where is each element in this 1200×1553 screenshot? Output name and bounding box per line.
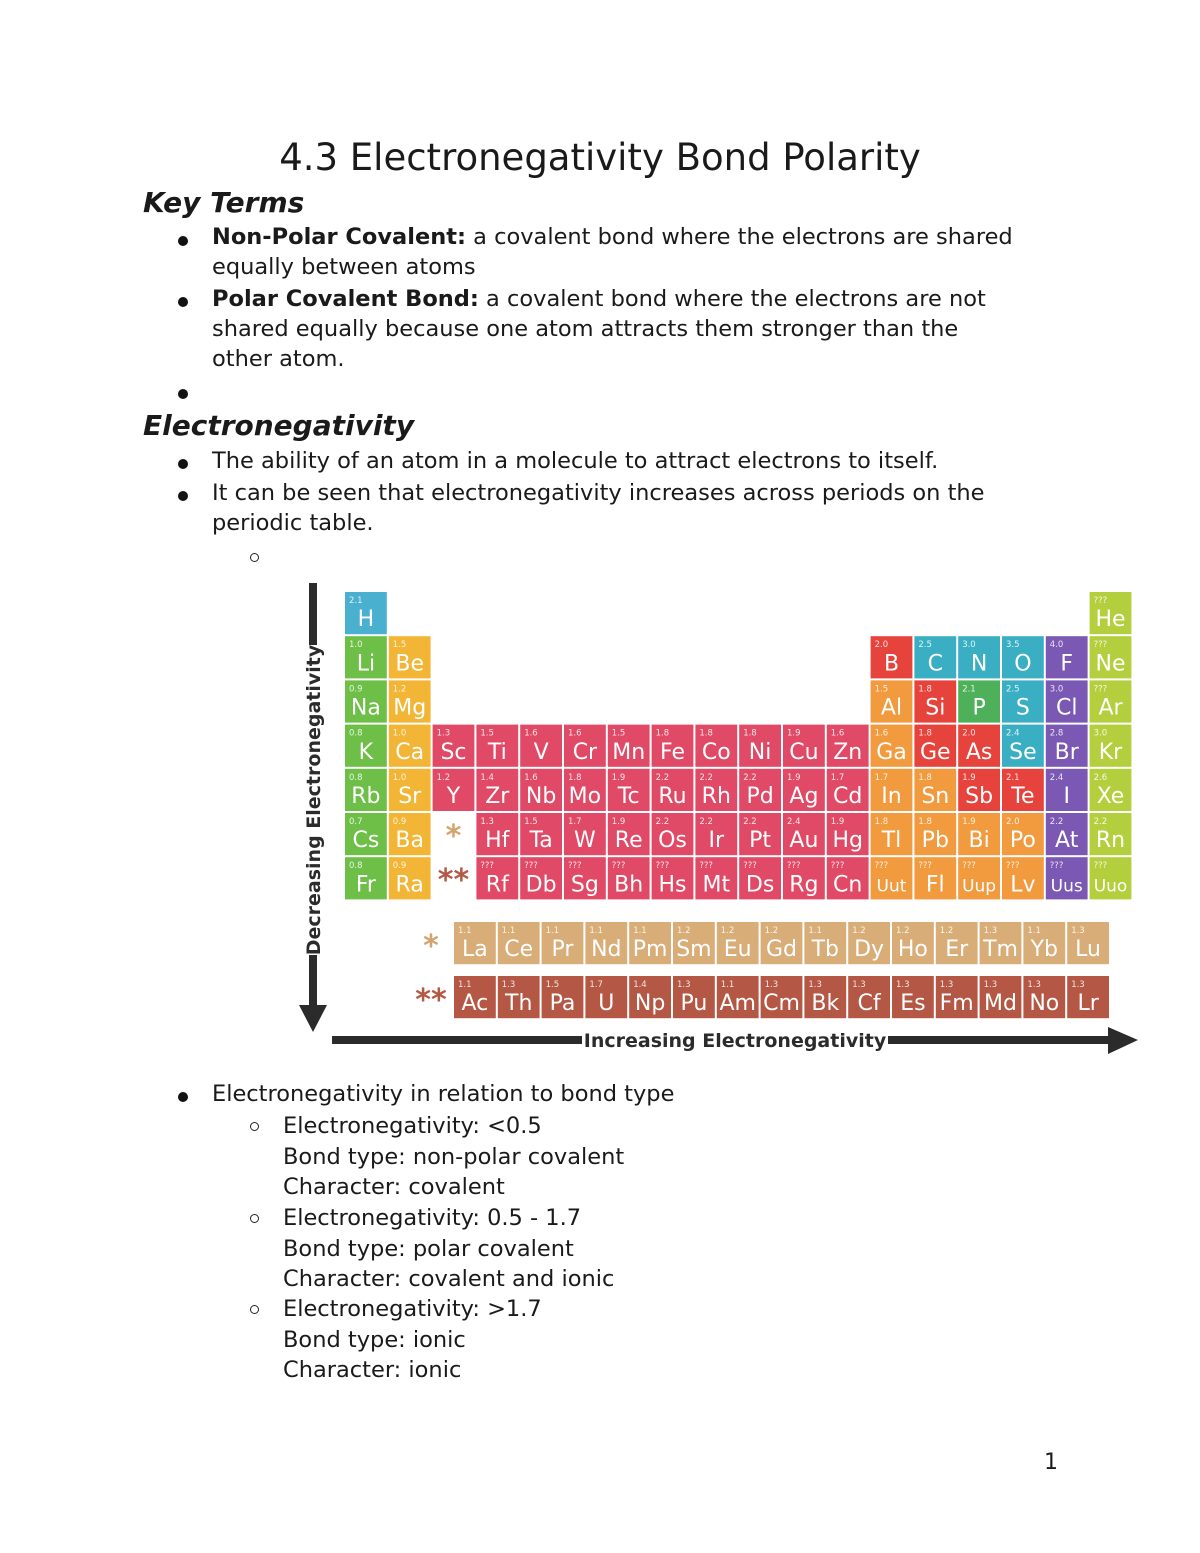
- element-tile-p-symbol: P: [972, 695, 986, 721]
- element-tile-fl-symbol: Fl: [925, 872, 945, 898]
- lanthanide-tile-dy-symbol: Dy: [854, 937, 885, 963]
- lanthanide-tile-ce-en-value: 1.1: [501, 926, 516, 936]
- element-tile-hg-symbol: Hg: [832, 828, 863, 854]
- key-terms-heading: Key Terms: [143, 186, 305, 219]
- element-tile-v-symbol: V: [533, 739, 549, 765]
- element-tile-cr-en-value: 1.6: [568, 728, 582, 739]
- element-tile-al-symbol: Al: [880, 695, 903, 721]
- element-tile-na-en-value: 0.9: [349, 684, 363, 695]
- lanthanide-tile-tm-symbol: Tm: [983, 937, 1018, 963]
- element-tile-xe-en-value: 2.6: [1093, 772, 1108, 783]
- element-tile-hg-en-value: 1.9: [830, 817, 845, 827]
- element-tile-po-symbol: Po: [1009, 828, 1036, 854]
- bond-type: Bond type: ionic: [283, 1326, 466, 1353]
- element-tile-ga-en-value: 1.6: [874, 728, 889, 739]
- element-tile-as-en-value: 2.0: [962, 728, 976, 739]
- element-tile-ba-en-value: 0.9: [392, 817, 407, 827]
- element-tile-ag-en-value: 1.9: [787, 772, 801, 783]
- element-tile-ta-symbol: Ta: [529, 828, 553, 854]
- element-tile-ra-symbol: Ra: [395, 872, 424, 898]
- element-tile-au-en-value: 2.4: [787, 817, 801, 827]
- lanthanide-tile-sm-symbol: Sm: [676, 937, 712, 963]
- actinide-tile-cf-symbol: Cf: [857, 991, 881, 1017]
- en-range: Electronegativity: 0.5 - 1.7: [283, 1205, 582, 1231]
- element-tile-s-en-value: 2.5: [1006, 684, 1020, 695]
- actinide-tile-th-en-value: 1.3: [501, 980, 516, 990]
- element-tile-uus-symbol: Uus: [1050, 876, 1083, 897]
- actinide-tile-fm-en-value: 1.3: [939, 980, 954, 990]
- lanthanide-tile-nd-symbol: Nd: [591, 937, 622, 963]
- actinide-tile-cm-symbol: Cm: [763, 991, 800, 1017]
- actinide-tile-cm-en-value: 1.3: [764, 980, 779, 990]
- actinide-row-marker: **: [415, 983, 447, 1018]
- element-tile-co-symbol: Co: [701, 739, 731, 765]
- element-tile-ti-en-value: 1.5: [480, 728, 494, 739]
- actinide-tile-md-en-value: 1.3: [983, 980, 998, 990]
- sub-bullet-circle: [250, 1122, 259, 1131]
- element-tile-ne-symbol: Ne: [1095, 651, 1126, 677]
- actinide-tile-md-symbol: Md: [984, 991, 1017, 1017]
- page-number: 1: [1044, 1450, 1058, 1475]
- element-tile-rn-en-value: 2.2: [1093, 817, 1108, 827]
- element-tile-ba-symbol: Ba: [395, 828, 424, 854]
- element-tile-ag-symbol: Ag: [789, 784, 819, 809]
- element-tile-rg-en-value: ???: [787, 861, 801, 872]
- element-tile-au-symbol: Au: [789, 828, 819, 854]
- element-tile-uut-symbol: Uut: [876, 876, 907, 897]
- element-tile-sr-symbol: Sr: [398, 784, 422, 809]
- lanthanide-tile-pr-en-value: 1.1: [545, 926, 560, 936]
- element-tile-in-en-value: 1.7: [874, 772, 889, 783]
- element-tile-se-en-value: 2.4: [1006, 728, 1020, 739]
- element-tile-hf-en-value: 1.3: [480, 817, 494, 827]
- actinide-tile-pa-en-value: 1.5: [545, 980, 560, 990]
- lanthanide-tile-pr-symbol: Pr: [551, 937, 574, 963]
- bond-type-intro-text: Electronegativity in relation to bond type: [212, 1081, 675, 1107]
- element-tile-b-symbol: B: [883, 651, 900, 677]
- element-tile-w-en-value: 1.7: [568, 817, 582, 827]
- element-tile-uuo-en-value: ???: [1093, 861, 1108, 872]
- element-tile-k-symbol: K: [358, 739, 374, 765]
- element-tile-re-en-value: 1.9: [611, 817, 626, 827]
- element-tile-si-symbol: Si: [925, 695, 946, 721]
- page-title: 4.3 Electronegativity Bond Polarity: [279, 136, 921, 179]
- element-tile-mo-en-value: 1.8: [568, 772, 582, 783]
- element-tile-se-symbol: Se: [1009, 739, 1037, 765]
- actinide-tile-no-en-value: 1.3: [1027, 980, 1041, 990]
- element-tile-lv-en-value: ???: [1006, 861, 1020, 872]
- element-tile-c-en-value: 2.5: [918, 640, 932, 651]
- term-label: Non-Polar Covalent:: [212, 224, 466, 250]
- element-tile-cn-symbol: Cn: [833, 872, 863, 898]
- element-tile-zr-symbol: Zr: [485, 784, 510, 809]
- element-tile-rb-en-value: 0.8: [349, 772, 363, 783]
- element-tile-be-en-value: 1.5: [392, 640, 407, 651]
- lanthanide-tile-eu-en-value: 1.2: [720, 926, 735, 936]
- actinide-tile-u-en-value: 1.7: [589, 980, 603, 990]
- lanthanide-tile-la-en-value: 1.1: [458, 926, 472, 936]
- element-tile-uup-en-value: ???: [962, 861, 976, 872]
- element-tile-sn-symbol: Sn: [921, 784, 950, 809]
- element-tile-ge-symbol: Ge: [920, 739, 951, 765]
- element-tile-rg-symbol: Rg: [789, 872, 819, 898]
- element-tile-si-en-value: 1.8: [918, 684, 932, 695]
- actinide-tile-es-symbol: Es: [900, 991, 926, 1017]
- element-tile-sb-symbol: Sb: [965, 784, 994, 809]
- lanthanide-tile-gd-en-value: 1.2: [764, 926, 779, 936]
- element-tile-sc-en-value: 1.3: [436, 728, 451, 739]
- element-tile-rh-en-value: 2.2: [699, 772, 713, 783]
- term-definition-cont: other atom.: [212, 346, 345, 372]
- element-tile-uuo-symbol: Uuo: [1093, 876, 1128, 897]
- element-tile-uup-symbol: Uup: [962, 876, 997, 897]
- element-tile-hs-en-value: ???: [655, 861, 670, 872]
- element-tile-ge-en-value: 1.8: [918, 728, 932, 739]
- element-tile-o-en-value: 3.5: [1006, 640, 1020, 651]
- element-tile-po-en-value: 2.0: [1006, 817, 1020, 827]
- lanthanide-tile-gd-symbol: Gd: [765, 937, 798, 963]
- element-tile-xe-symbol: Xe: [1096, 784, 1125, 809]
- element-tile-na-symbol: Na: [350, 695, 381, 721]
- element-tile-cl-symbol: Cl: [1055, 695, 1078, 721]
- element-tile-nb-symbol: Nb: [525, 784, 557, 809]
- element-tile-ca-en-value: 1.0: [392, 728, 407, 739]
- element-tile-rb-symbol: Rb: [351, 784, 381, 809]
- vertical-axis-label: Decreasing Electronegativity: [303, 644, 325, 956]
- element-tile-ds-en-value: ???: [743, 861, 757, 872]
- element-tile-pb-symbol: Pb: [921, 828, 949, 854]
- element-tile-sn-en-value: 1.8: [918, 772, 932, 783]
- element-tile-os-symbol: Os: [658, 828, 687, 854]
- element-tile-pt-symbol: Pt: [749, 828, 772, 854]
- element-tile-ru-symbol: Ru: [658, 784, 687, 809]
- element-tile-ds-symbol: Ds: [745, 872, 775, 898]
- term-definition: a covalent bond where the electrons are not: [478, 286, 986, 312]
- element-tile-br-en-value: 2.8: [1049, 728, 1064, 739]
- term-definition-cont: shared equally because one atom attracts them stronger than the: [212, 316, 959, 342]
- vertical-arrow-top-bar: [309, 583, 317, 645]
- element-tile-s-symbol: S: [1015, 695, 1030, 721]
- actinide-tile-np-symbol: Np: [634, 991, 666, 1017]
- bond-character: Character: covalent and ionic: [283, 1266, 615, 1292]
- element-tile-bh-en-value: ???: [611, 861, 626, 872]
- lanthanide-tile-lu-symbol: Lu: [1075, 937, 1102, 963]
- element-tile-os-en-value: 2.2: [655, 817, 670, 827]
- actinide-tile-pa-symbol: Pa: [549, 991, 576, 1017]
- horizontal-arrow-left-bar: [332, 1036, 582, 1044]
- element-tile-uus-en-value: ???: [1049, 861, 1064, 872]
- element-tile-hs-symbol: Hs: [658, 872, 687, 898]
- element-tile-mn-en-value: 1.5: [611, 728, 626, 739]
- lanthanide-tile-eu-symbol: Eu: [723, 937, 752, 963]
- bond-type: Bond type: non-polar covalent: [283, 1143, 625, 1170]
- element-tile-fe-en-value: 1.8: [655, 728, 670, 739]
- element-tile-h-en-value: 2.1: [349, 596, 363, 606]
- actinide-tile-ac-symbol: Ac: [461, 991, 489, 1017]
- actinide-tile-bk-en-value: 1.3: [808, 980, 822, 990]
- element-tile-ar-symbol: Ar: [1098, 695, 1123, 721]
- en-trend-text-cont: periodic table.: [212, 510, 374, 536]
- element-tile-mg-en-value: 1.2: [392, 684, 407, 695]
- element-tile-mg-symbol: Mg: [393, 695, 427, 721]
- element-tile-w-symbol: W: [574, 828, 596, 854]
- bond-character: Character: covalent: [283, 1174, 505, 1200]
- element-tile-sc-symbol: Sc: [440, 739, 467, 765]
- element-tile-pd-symbol: Pd: [746, 784, 774, 809]
- lanthanide-marker: *: [445, 819, 462, 854]
- element-tile-db-symbol: Db: [525, 872, 557, 898]
- element-tile-k-en-value: 0.8: [349, 728, 363, 739]
- term-label: Polar Covalent Bond:: [212, 286, 479, 312]
- element-tile-bh-symbol: Bh: [614, 872, 644, 898]
- element-tile-pb-en-value: 1.8: [918, 817, 932, 827]
- actinide-tile-u-symbol: U: [598, 991, 615, 1017]
- element-tile-tl-en-value: 1.8: [874, 817, 889, 827]
- lanthanide-tile-tm-en-value: 1.3: [983, 926, 998, 936]
- element-tile-sg-symbol: Sg: [570, 872, 599, 898]
- element-tile-sb-en-value: 1.9: [962, 772, 976, 783]
- en-definition-text: The ability of an atom in a molecule to attract electrons to itself.: [212, 448, 939, 474]
- en-range: Electronegativity: >1.7: [283, 1296, 542, 1322]
- element-tile-be-symbol: Be: [395, 651, 425, 677]
- bond-character: Character: ionic: [283, 1357, 462, 1383]
- lanthanide-tile-pm-symbol: Pm: [632, 937, 668, 963]
- lanthanide-row-marker: *: [423, 929, 439, 964]
- element-tile-cu-en-value: 1.9: [787, 728, 801, 739]
- element-tile-zn-en-value: 1.6: [830, 728, 845, 739]
- element-tile-fr-en-value: 0.8: [349, 861, 363, 872]
- actinide-tile-am-symbol: Am: [719, 991, 756, 1017]
- element-tile-br-symbol: Br: [1054, 739, 1079, 765]
- element-tile-c-symbol: C: [927, 651, 943, 677]
- element-tile-cn-en-value: ???: [830, 861, 845, 872]
- lanthanide-tile-tb-en-value: 1.1: [808, 926, 822, 936]
- horizontal-axis-label: Increasing Electronegativity: [583, 1030, 887, 1052]
- element-tile-f-en-value: 4.0: [1049, 640, 1064, 651]
- actinide-tile-no-symbol: No: [1029, 991, 1060, 1017]
- element-tile-mt-symbol: Mt: [702, 872, 731, 898]
- actinide-tile-es-en-value: 1.3: [896, 980, 910, 990]
- bond-range-high: [283, 1294, 542, 1386]
- term-definition-cont: equally between atoms: [212, 254, 476, 280]
- element-tile-li-symbol: Li: [356, 651, 376, 677]
- element-tile-zr-en-value: 1.4: [480, 772, 494, 783]
- element-tile-cd-en-value: 1.7: [830, 772, 845, 783]
- lanthanide-tile-nd-en-value: 1.1: [589, 926, 603, 936]
- lanthanide-tile-pm-en-value: 1.1: [633, 926, 647, 936]
- element-tile-sr-en-value: 1.0: [392, 772, 407, 783]
- element-tile-te-symbol: Te: [1011, 784, 1035, 809]
- element-tile-ar-en-value: ???: [1093, 684, 1108, 695]
- actinide-tile-cf-en-value: 1.3: [852, 980, 866, 990]
- element-tile-db-en-value: ???: [524, 861, 538, 872]
- actinide-tile-th-symbol: Th: [505, 991, 533, 1017]
- element-tile-ni-symbol: Ni: [748, 739, 772, 765]
- lanthanide-tile-tb-symbol: Tb: [811, 937, 840, 963]
- actinide-tile-lr-en-value: 1.3: [1071, 980, 1085, 990]
- element-tile-he-symbol: He: [1095, 607, 1126, 633]
- element-tile-cu-symbol: Cu: [789, 739, 819, 765]
- element-tile-cr-symbol: Cr: [572, 739, 598, 765]
- element-tile-o-symbol: O: [1014, 651, 1032, 677]
- element-tile-i-en-value: 2.4: [1049, 772, 1064, 783]
- element-tile-tc-symbol: Tc: [617, 784, 640, 809]
- element-tile-te-en-value: 2.1: [1006, 772, 1020, 783]
- lanthanide-tile-lu-en-value: 1.3: [1071, 926, 1085, 936]
- en-range: Electronegativity: <0.5: [283, 1113, 542, 1139]
- element-tile-fe-symbol: Fe: [660, 739, 685, 765]
- element-tile-n-symbol: N: [970, 651, 988, 677]
- element-tile-at-symbol: At: [1055, 828, 1079, 854]
- element-tile-mo-symbol: Mo: [568, 784, 602, 809]
- lanthanide-tile-la-symbol: La: [462, 937, 488, 963]
- element-tile-ni-en-value: 1.8: [743, 728, 757, 739]
- element-tile-v-en-value: 1.6: [524, 728, 538, 739]
- element-tile-mn-symbol: Mn: [612, 739, 646, 765]
- en-trend-text: It can be seen that electronegativity increases across periods on the: [212, 480, 985, 506]
- element-tile-i-symbol: I: [1063, 784, 1070, 809]
- element-tile-b-en-value: 2.0: [874, 640, 889, 651]
- element-tile-cl-en-value: 3.0: [1049, 684, 1064, 695]
- element-tile-fr-symbol: Fr: [355, 872, 376, 898]
- lanthanide-tile-ce-symbol: Ce: [504, 937, 534, 963]
- sub-bullet-circle: [250, 1214, 259, 1223]
- horizontal-arrow-right-bar: [888, 1036, 1110, 1044]
- bullet-dot: [178, 1092, 188, 1102]
- element-tile-tl-symbol: Tl: [881, 828, 902, 854]
- element-tile-re-symbol: Re: [614, 828, 643, 854]
- vertical-arrow-head: [299, 1005, 327, 1032]
- element-tile-pt-en-value: 2.2: [743, 817, 757, 827]
- lanthanide-tile-ho-en-value: 1.2: [896, 926, 910, 936]
- electronegativity-heading: Electronegativity: [143, 409, 415, 442]
- element-tile-zn-symbol: Zn: [833, 739, 863, 765]
- element-tile-ne-en-value: ???: [1093, 640, 1108, 651]
- element-tile-al-en-value: 1.5: [874, 684, 889, 695]
- element-tile-rn-symbol: Rn: [1095, 828, 1126, 854]
- element-tile-as-symbol: As: [965, 739, 993, 765]
- element-tile-kr-symbol: Kr: [1098, 739, 1123, 765]
- element-tile-in-symbol: In: [881, 784, 902, 809]
- actinide-tile-ac-en-value: 1.1: [458, 980, 472, 990]
- element-tile-hf-symbol: Hf: [485, 828, 510, 854]
- element-tile-bi-symbol: Bi: [968, 828, 990, 854]
- element-tile-kr-en-value: 3.0: [1093, 728, 1108, 739]
- element-tile-p-en-value: 2.1: [962, 684, 976, 695]
- element-tile-cs-symbol: Cs: [352, 828, 380, 854]
- actinide-tile-fm-symbol: Fm: [939, 991, 974, 1017]
- element-tile-ir-symbol: Ir: [708, 828, 725, 854]
- element-tile-fl-en-value: ???: [918, 861, 932, 872]
- element-tile-uut-en-value: ???: [874, 861, 889, 872]
- lanthanide-tile-ho-symbol: Ho: [897, 937, 928, 963]
- element-tile-y-en-value: 1.2: [436, 772, 451, 783]
- lanthanide-tile-sm-en-value: 1.2: [677, 926, 691, 936]
- element-tile-mt-en-value: ???: [699, 861, 713, 872]
- element-tile-n-en-value: 3.0: [962, 640, 976, 651]
- element-tile-f-symbol: F: [1060, 651, 1074, 677]
- element-tile-ta-en-value: 1.5: [524, 817, 538, 827]
- actinide-tile-am-en-value: 1.1: [720, 980, 735, 990]
- element-tile-y-symbol: Y: [446, 784, 461, 809]
- element-tile-cs-en-value: 0.7: [349, 817, 363, 827]
- element-tile-li-en-value: 1.0: [349, 640, 363, 651]
- element-tile-at-en-value: 2.2: [1049, 817, 1064, 827]
- actinide-tile-pu-symbol: Pu: [680, 991, 708, 1017]
- element-tile-sg-en-value: ???: [568, 861, 582, 872]
- bond-type: Bond type: polar covalent: [283, 1235, 574, 1262]
- element-tile-ir-en-value: 2.2: [699, 817, 713, 827]
- element-tile-lv-symbol: Lv: [1010, 872, 1036, 898]
- actinide-tile-np-en-value: 1.4: [633, 980, 647, 990]
- term-definition: a covalent bond where the electrons are shared: [465, 224, 1013, 250]
- lanthanide-tile-yb-symbol: Yb: [1030, 937, 1059, 963]
- sub-bullet-circle: [250, 1305, 259, 1314]
- element-tile-ga-symbol: Ga: [876, 739, 907, 765]
- bond-range-mid: [283, 1203, 614, 1295]
- actinide-tile-lr-symbol: Lr: [1077, 991, 1099, 1017]
- element-tile-rf-symbol: Rf: [485, 872, 509, 898]
- element-tile-pd-en-value: 2.2: [743, 772, 757, 783]
- lanthanide-tile-yb-en-value: 1.1: [1027, 926, 1041, 936]
- element-tile-tc-en-value: 1.9: [611, 772, 626, 783]
- bond-type-intro: [212, 1079, 674, 1109]
- actinide-tile-bk-symbol: Bk: [811, 991, 840, 1017]
- element-tile-he-en-value: ???: [1093, 596, 1108, 606]
- lanthanide-tile-dy-en-value: 1.2: [852, 926, 866, 936]
- element-tile-cd-symbol: Cd: [833, 784, 863, 809]
- element-tile-ti-symbol: Ti: [487, 739, 507, 765]
- element-tile-rf-en-value: ???: [480, 861, 494, 872]
- element-tile-ra-en-value: 0.9: [392, 861, 407, 872]
- element-tile-bi-en-value: 1.9: [962, 817, 976, 827]
- element-tile-h-symbol: H: [357, 607, 375, 633]
- vertical-arrow-bottom-bar: [309, 955, 317, 1005]
- bond-range-low: [283, 1111, 624, 1203]
- actinide-tile-pu-en-value: 1.3: [677, 980, 691, 990]
- lanthanide-tile-er-symbol: Er: [945, 937, 969, 963]
- actinide-marker: **: [437, 863, 470, 899]
- element-tile-rh-symbol: Rh: [701, 784, 731, 809]
- element-tile-ca-symbol: Ca: [395, 739, 425, 765]
- element-tile-nb-en-value: 1.6: [524, 772, 538, 783]
- element-tile-ru-en-value: 2.2: [655, 772, 670, 783]
- lanthanide-tile-er-en-value: 1.2: [939, 926, 954, 936]
- element-tile-co-en-value: 1.8: [699, 728, 713, 739]
- horizontal-arrow-head: [1108, 1027, 1138, 1054]
